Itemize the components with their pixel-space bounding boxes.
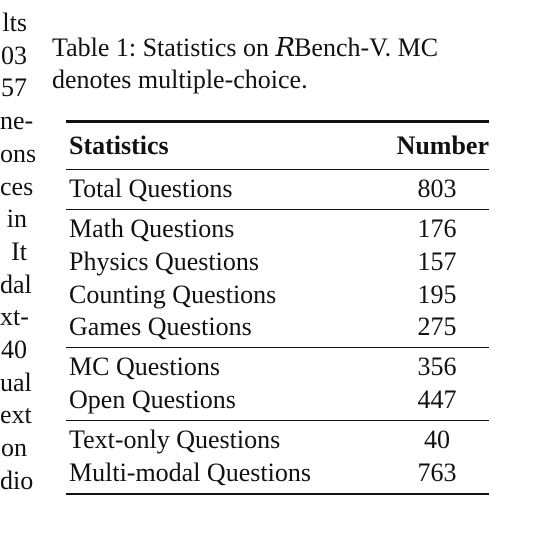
table-row <box>66 173 489 206</box>
row-label: MC Questions <box>69 352 220 382</box>
caption-prefix: Table 1: Statistics on <box>52 33 276 62</box>
left-fragment: ne- <box>0 106 34 136</box>
table-row <box>66 246 489 279</box>
row-value: 40 <box>424 425 450 455</box>
left-column-text-fragments <box>0 7 37 498</box>
row-value: 356 <box>417 352 457 382</box>
left-fragment: It <box>11 236 27 266</box>
caption-suffix: Bench-V. MC <box>294 33 439 62</box>
left-fragment: ext <box>0 400 32 430</box>
row-label: Physics Questions <box>69 246 259 276</box>
left-fragment: dal <box>0 269 32 299</box>
caption-line-1 <box>52 32 522 64</box>
table-row <box>66 351 489 384</box>
table-group-format <box>66 348 489 419</box>
statistics-table <box>66 120 489 495</box>
caption-line-2: denotes multiple-choice. <box>52 65 308 94</box>
table-group-domains <box>66 210 489 347</box>
left-fragment: 57 <box>1 73 27 103</box>
caption-bench-letter: R <box>275 33 295 63</box>
left-fragment: on <box>1 433 27 463</box>
row-label: Math Questions <box>69 214 235 244</box>
table-header-row <box>66 123 489 169</box>
row-label: Text-only Questions <box>69 425 281 455</box>
row-value: 803 <box>417 174 457 203</box>
left-fragment: ual <box>0 367 32 397</box>
row-value: 195 <box>417 279 457 309</box>
row-value: 447 <box>417 385 457 415</box>
left-fragment: 40 <box>1 335 27 365</box>
left-fragment: ons <box>0 138 37 168</box>
row-value: 763 <box>417 458 457 487</box>
header-statistics: Statistics <box>69 130 169 160</box>
left-fragment: ces <box>0 171 34 201</box>
row-label: Open Questions <box>69 385 236 415</box>
row-value: 176 <box>417 214 457 244</box>
row-value: 157 <box>417 246 457 276</box>
table-row <box>66 213 489 246</box>
table-row <box>66 457 489 490</box>
row-label: Total Questions <box>69 174 233 203</box>
header-number: Number <box>396 130 489 160</box>
table-row <box>66 311 489 344</box>
row-label: Multi-modal Questions <box>69 458 311 487</box>
left-fragment: xt- <box>0 302 29 332</box>
row-label: Games Questions <box>69 312 252 342</box>
table-row <box>66 424 489 457</box>
row-label: Counting Questions <box>69 279 277 309</box>
row-value: 275 <box>417 312 457 342</box>
table-row <box>66 279 489 312</box>
left-fragment: in <box>6 204 27 234</box>
table-group-total <box>66 170 489 209</box>
left-fragment: dio <box>0 465 34 495</box>
table-group-modality <box>66 421 489 492</box>
table-caption <box>52 32 522 95</box>
left-fragment: lts <box>2 8 27 37</box>
bottom-rule <box>66 493 489 496</box>
table-row <box>66 384 489 417</box>
left-fragment: 03 <box>1 40 27 70</box>
